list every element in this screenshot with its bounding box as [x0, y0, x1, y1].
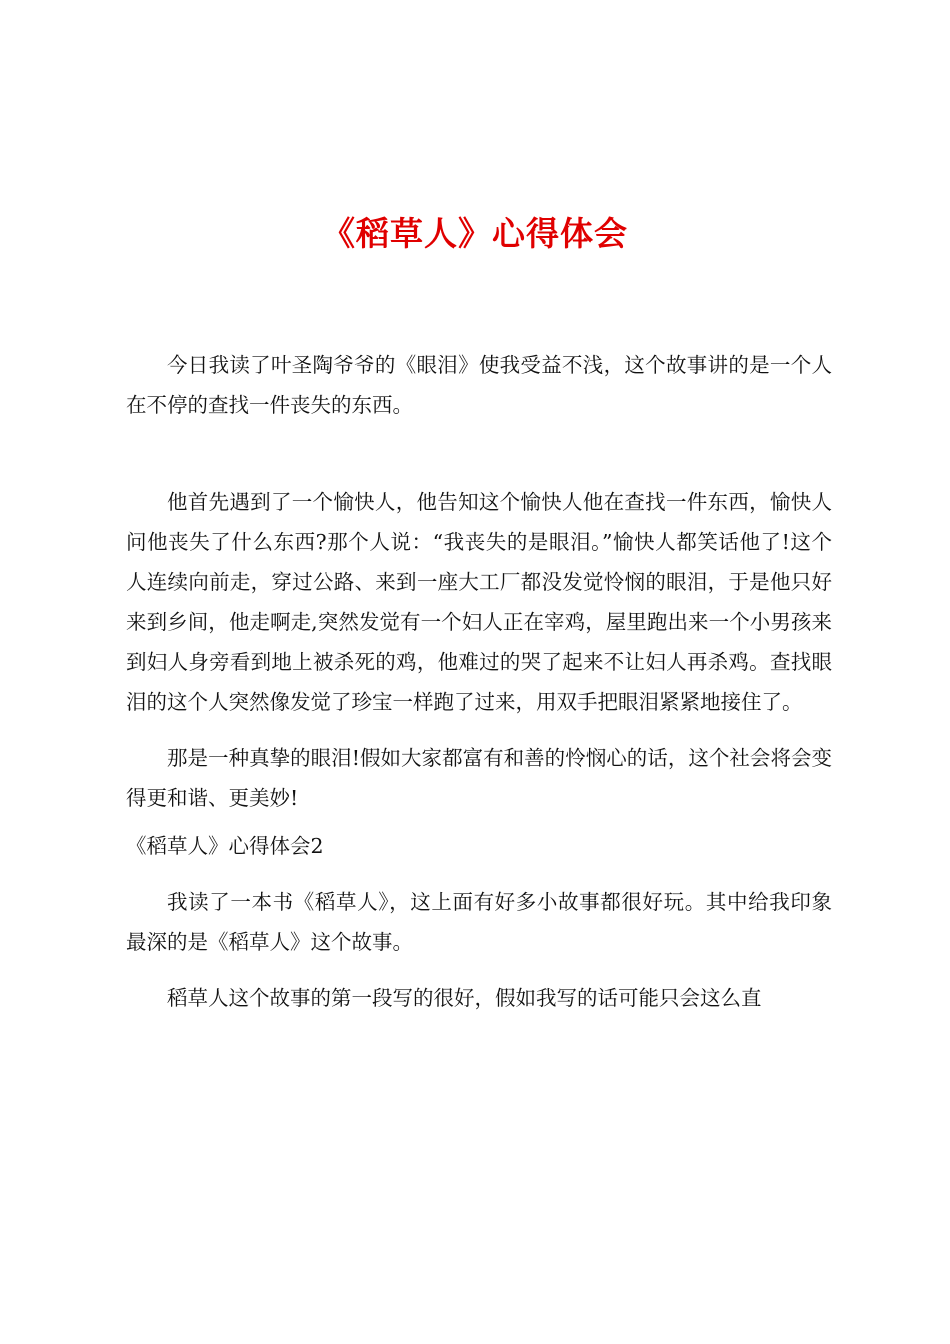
paragraph-4: 我读了一本书《稻草人》，这上面有好多小故事都很好玩。其中给我印象最深的是《稻草人》这个故事。 [126, 890, 832, 954]
section-heading-2: 《稻草人》心得体会2 [126, 834, 324, 858]
paragraph-5: 稻草人这个故事的第一段写的很好，假如我写的话可能只会这么直 [167, 986, 762, 1010]
paragraph-1: 今日我读了叶圣陶爷爷的《眼泪》使我受益不浅，这个故事讲的是一个人在不停的查找一件丧失的东西。 [126, 353, 832, 417]
paragraph-3: 那是一种真挚的眼泪!假如大家都富有和善的怜悯心的话，这个社会将会变得更和谐、更美妙! [126, 746, 832, 810]
document-title: 《稻草人》心得体会 [322, 214, 628, 253]
paragraph-2: 他首先遇到了一个愉快人，他告知这个愉快人他在查找一件东西，愉快人问他丧失了什么东西?那个人说：“我丧失的是眼泪。”愉快人都笑话他了!这个人连续向前走，穿过公路、来到一座大工厂都没发觉怜悯的眼泪，于是他只好来到乡间，他走啊走,突然发觉有一个妇人正在宰鸡，屋里跑出来一个小男孩来到妇人身旁看到地上被杀死的鸡，他难过的哭了起来不让妇人再杀鸡。查找眼泪的这个人突然像发觉了珍宝一样跑了过来，用双手把眼泪紧紧地接住了。 [126, 490, 832, 714]
document-body [126, 345, 832, 1018]
